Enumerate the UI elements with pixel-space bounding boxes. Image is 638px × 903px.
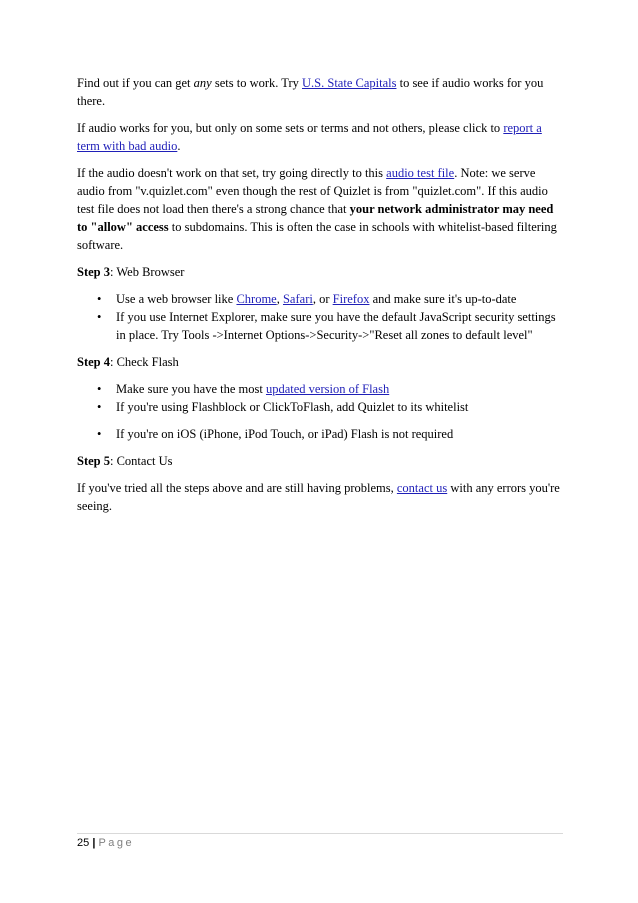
step-4-list bbox=[77, 380, 563, 416]
step-3-list bbox=[77, 290, 563, 344]
bullet-icon: • bbox=[97, 400, 102, 414]
list-item: • Make sure you have the most updated version of Flash bbox=[97, 382, 390, 396]
step-3-heading: Step 3: Web Browser bbox=[77, 265, 185, 279]
link-safari[interactable]: Safari bbox=[282, 292, 313, 306]
list-item: • If you're using Flashblock or ClickToFlash, add Quizlet to its whitelist bbox=[97, 400, 469, 414]
page-number: 25 bbox=[77, 837, 90, 849]
link-audio-test-file[interactable]: audio test file bbox=[386, 166, 455, 180]
bullet-icon: • bbox=[97, 382, 102, 396]
bullet-icon: • bbox=[97, 292, 102, 306]
page-footer bbox=[77, 837, 134, 849]
step-4-list-ios bbox=[77, 425, 563, 443]
bullet-icon: • bbox=[97, 427, 102, 441]
list-item: • If you're on iOS (iPhone, iPod Touch, or iPad) Flash is not required bbox=[97, 427, 454, 441]
link-chrome[interactable]: Chrome bbox=[236, 292, 277, 306]
page-content bbox=[77, 74, 563, 524]
link-firefox[interactable]: Firefox bbox=[332, 292, 370, 306]
list-item: • Use a web browser like Chrome, Safari, or Firefox and make sure it's up-to-date bbox=[97, 292, 517, 306]
link-contact-us[interactable]: contact us bbox=[396, 481, 448, 495]
link-report-bad-audio[interactable]: report a term with bad audio bbox=[77, 121, 542, 153]
step-5-heading: Step 5: Contact Us bbox=[77, 454, 173, 468]
link-us-state-capitals[interactable]: U.S. State Capitals bbox=[302, 76, 397, 90]
bullet-icon: • bbox=[97, 310, 102, 324]
link-updated-flash[interactable]: updated version of Flash bbox=[265, 382, 390, 396]
emphasis-any: any bbox=[193, 76, 212, 90]
footer-divider bbox=[77, 833, 563, 834]
network-admin-note: your network administrator may need to "allow" access bbox=[77, 202, 554, 234]
paragraph-report-audio: If audio works for you, but only on some sets or terms and not others, please click to report a term with bad audio. bbox=[77, 121, 542, 153]
footer-page-label: Page bbox=[98, 837, 135, 849]
list-item: • If you use Internet Explorer, make sure you have the default JavaScript security settings in place. Try Tools ->Internet Options->Security->"Reset all zones to default level" bbox=[97, 310, 556, 342]
paragraph-audio-test: If the audio doesn't work on that set, try going directly to this audio test file. Note: we serve audio from "v.quizlet.com" even though the rest of Quizlet is from "quizlet.com". If this audio test file does not load then there's a strong chance that your network administrator may need to "allow" access to subdomains. This is often the case in schools with whitelist-based filtering software. bbox=[77, 166, 557, 252]
step-4-heading: Step 4: Check Flash bbox=[77, 355, 179, 369]
paragraph-audio-sets: Find out if you can get any sets to work. Try U.S. State Capitals to see if audio works for you there. bbox=[77, 76, 544, 108]
footer-separator: | bbox=[92, 837, 96, 849]
paragraph-contact: If you've tried all the steps above and are still having problems, contact us with any errors you're seeing. bbox=[77, 481, 560, 513]
